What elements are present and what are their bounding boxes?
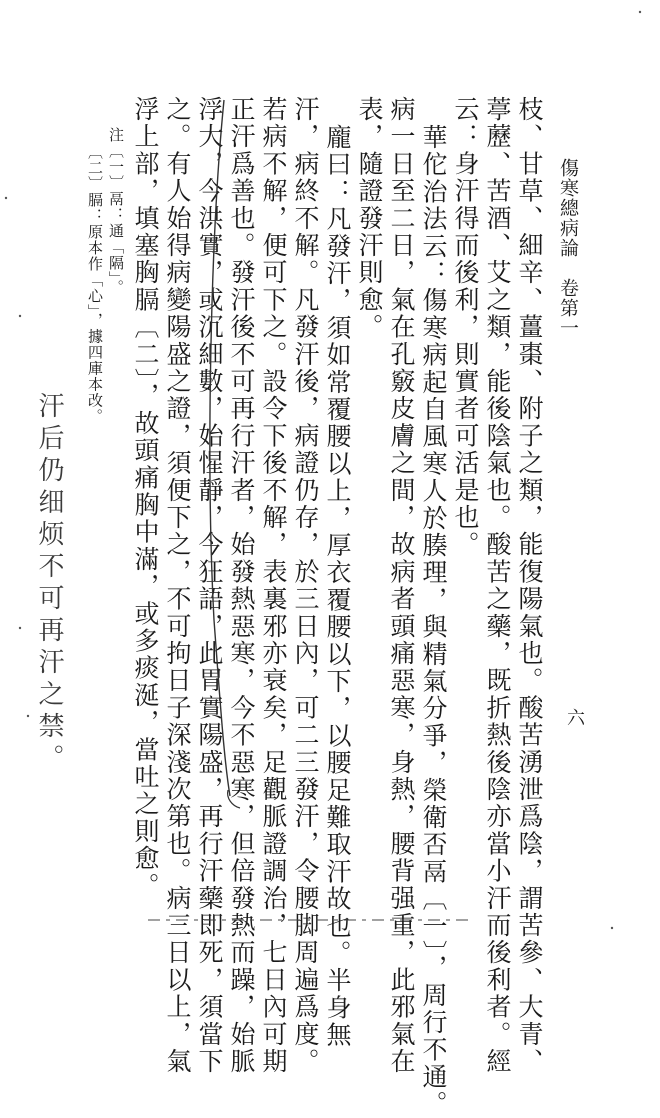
text-column-10: 正汗爲善也。發汗後不可再行汗者，始發熱惡寒，今不惡寒，但倍發熱而躁，始脈 — [227, 96, 256, 1076]
text-column-1: 枝、甘草、細辛、薑棗、附子之類，能復陽氣也。酸苦湧泄爲陰，謂苦參、大青、 — [515, 96, 544, 1076]
page-number: 六 — [564, 708, 585, 729]
footnote-1: 注〔一〕鬲：通「隔」。 — [107, 127, 125, 296]
text-column-3: 云：身汗得而後利，則實者可活是也。 — [451, 96, 480, 559]
text-column-6: 表，隨證發汗則愈。 — [355, 96, 384, 341]
footnote-2: 〔二〕膈：原本作「心」，據四庫本改。 — [86, 144, 104, 425]
text-column-13: 浮上部，填塞胸膈〔二〕，故頭痛胸中滿，或多痰涎，當吐之則愈。 — [131, 96, 160, 900]
text-column-9: 若病不解，便可下之。設令下後不解，表裏邪亦衰矣，足觀脈證調治，七日內可期 — [259, 96, 288, 1076]
running-header: 傷寒總病論 卷第一 — [557, 158, 579, 338]
text-column-7: 龐曰：凡發汗，須如常覆腰以上，厚衣覆腰以下，以腰足難取汗故也。半身無 — [323, 124, 352, 1049]
scan-speck — [639, 11, 641, 13]
scan-speck — [19, 315, 21, 317]
text-column-4: 華佗治法云：傷寒病起自風寒人於腠理，與精氣分爭，榮衛否鬲〔一〕，周行不通。 — [419, 124, 448, 1118]
text-column-11: 浮大，今洪實，或沉細數，始惺靜，今狂語，此胃實陽盛，再行汗藥即死，須當下 — [195, 96, 224, 1076]
text-column-12: 之。有人始得病變陽盛之證，須便下之，不可拘日子深淺次第也。病三日以上，氣 — [163, 96, 192, 1076]
scan-speck — [5, 197, 7, 199]
text-column-8: 汗，病終不解。凡發汗後，病證仍存，於三日內，可二三發汗，令腰脚周遍爲度。 — [291, 96, 320, 1076]
text-column-2: 葶藶、苦酒、艾之類，能後陰氣也。酸苦之藥，既折熱後陰亦當小汗而後利者。經 — [483, 96, 512, 1076]
scan-speck — [27, 715, 29, 717]
text-column-5: 病一日至二日，氣在孔竅皮膚之間，故病者頭痛惡寒，身熱，腰背强重，此邪氣在 — [387, 96, 416, 1076]
handwritten-annotation: 汗后仍细烦不可再汗之禁。 — [34, 392, 64, 776]
scan-speck — [611, 927, 613, 929]
scan-speck — [19, 627, 21, 629]
